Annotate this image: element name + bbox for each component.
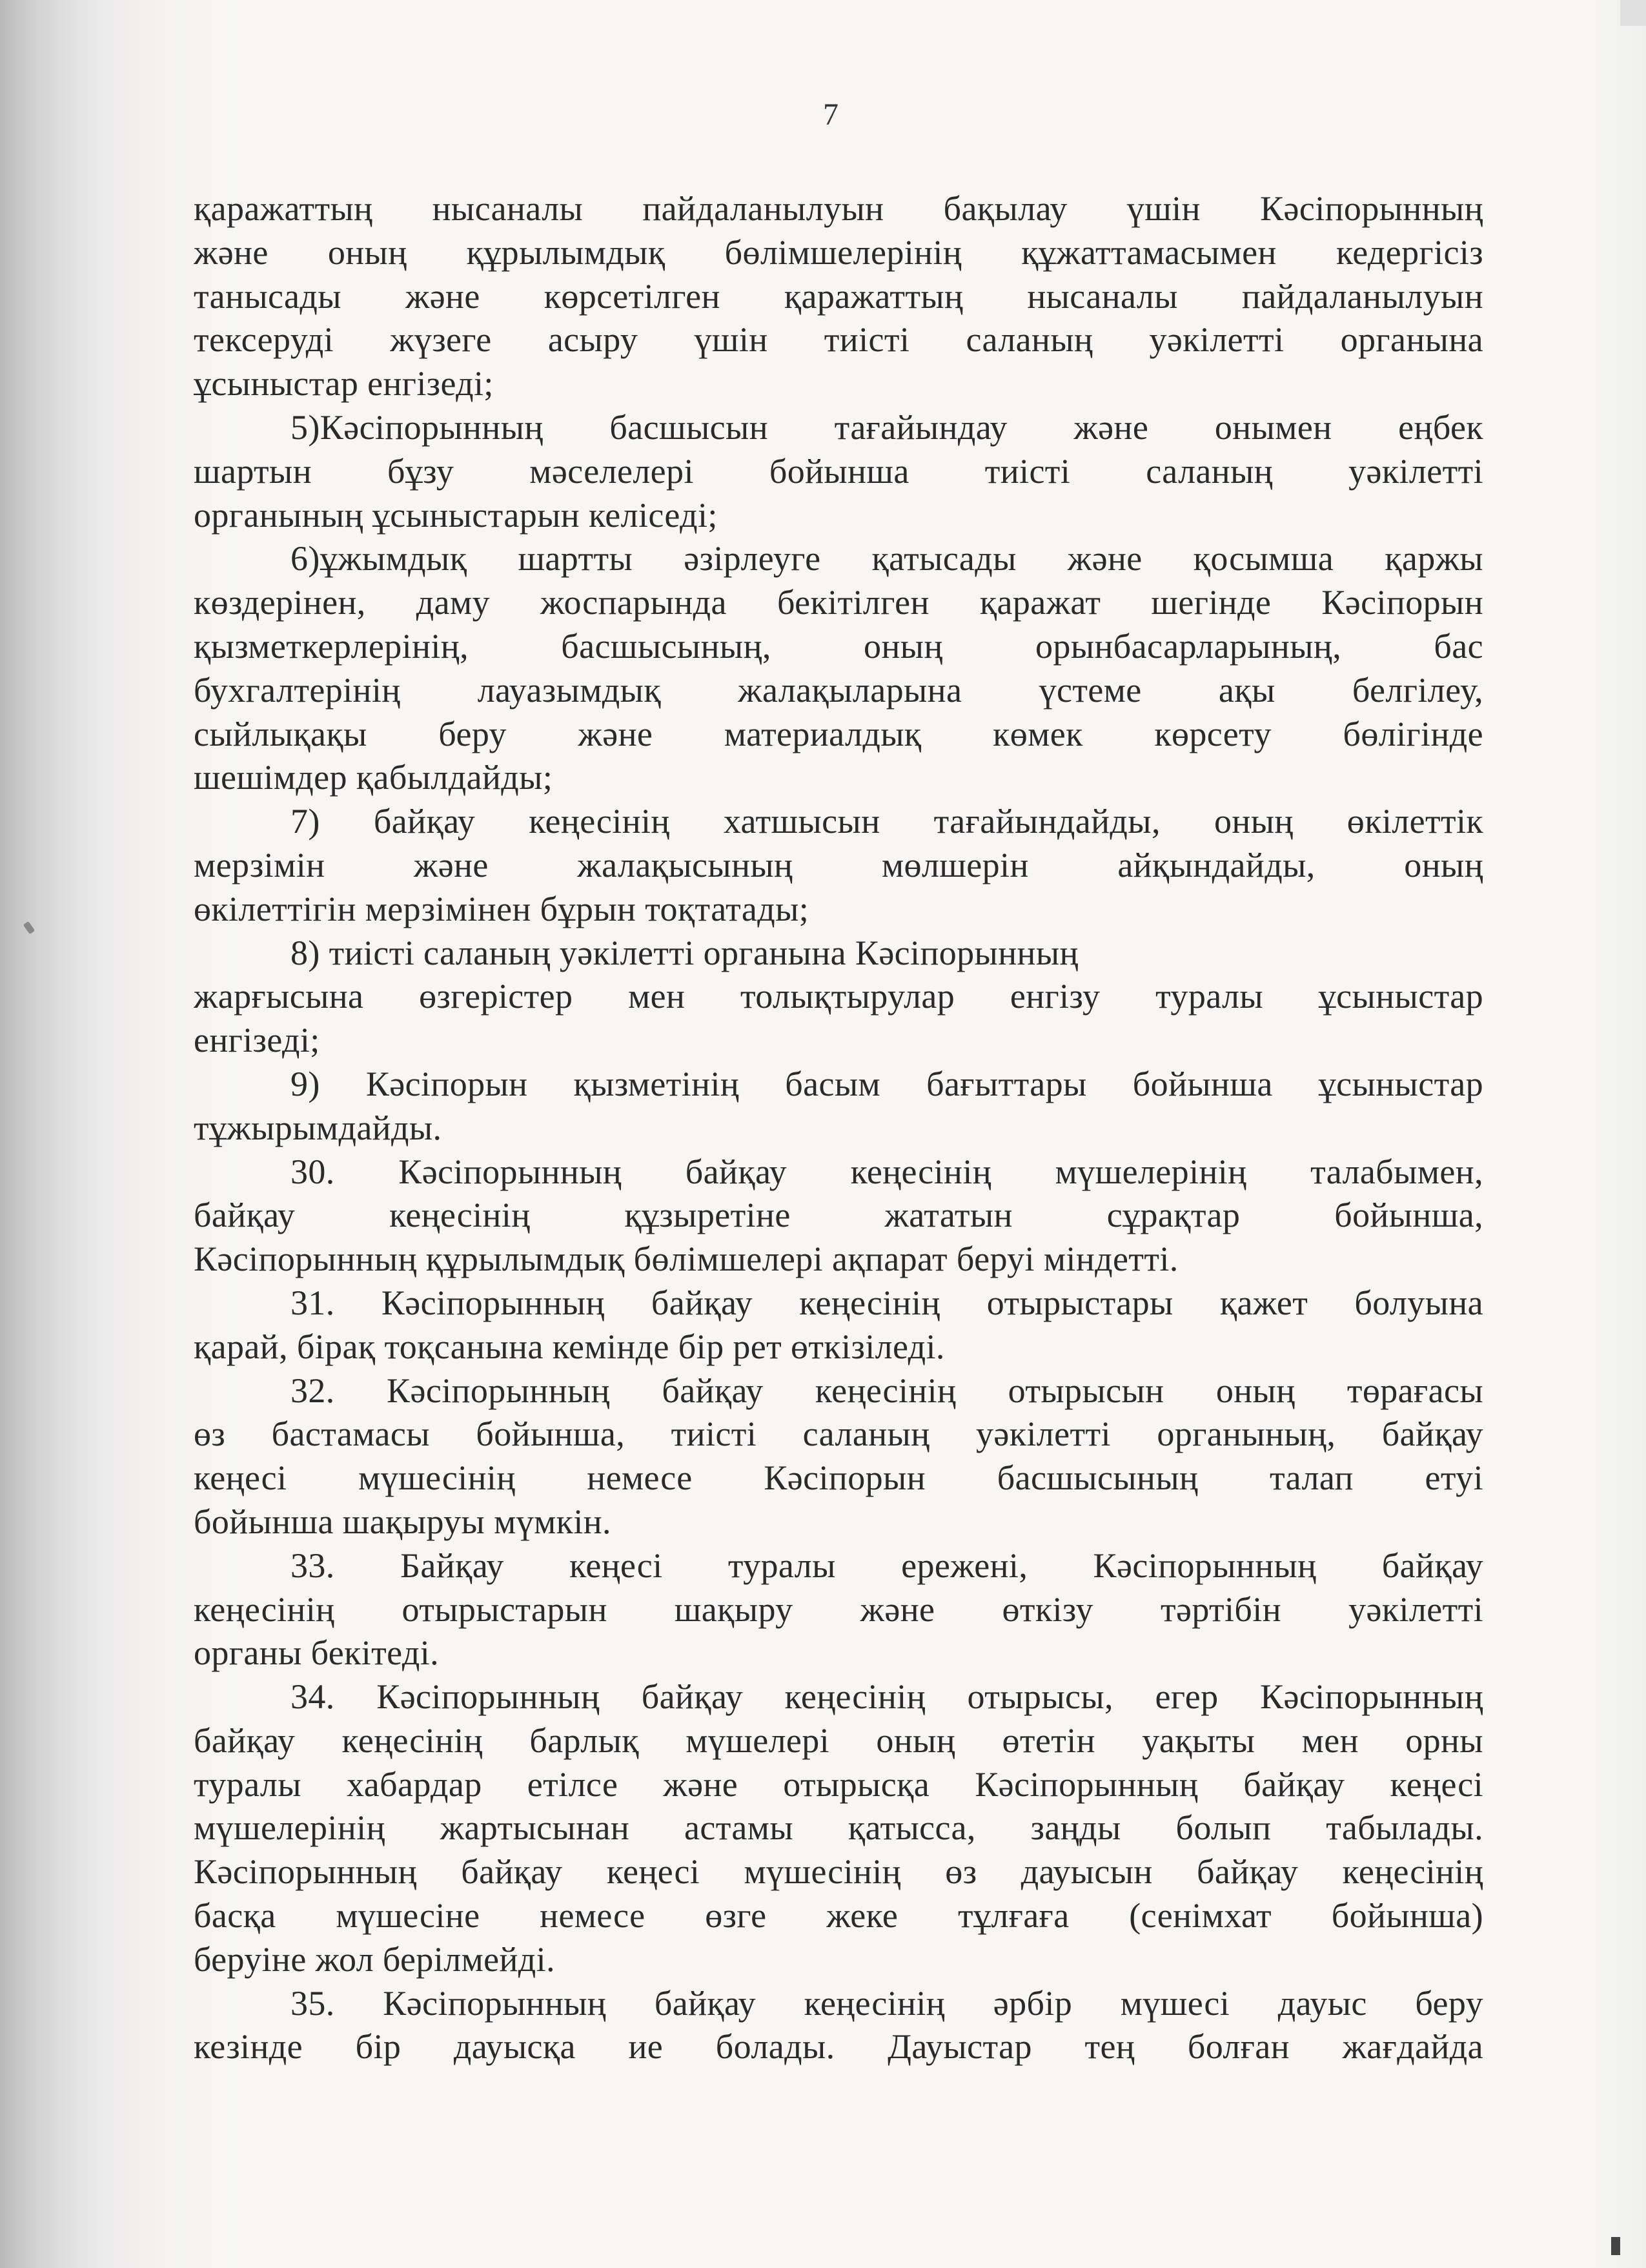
text-line: сыйлықақы беру және материалдық көмек көрсету бөлігінде: [194, 714, 1483, 753]
text-line: шешімдер қабылдайды;: [194, 758, 553, 797]
text-line: ұсыныстар енгізеді;: [194, 364, 494, 404]
text-line: бойынша шақыруы мүмкін.: [194, 1502, 611, 1541]
text-line: тексеруді жүзеге асыру үшін тиісті саланың уәкілетті органына: [194, 320, 1483, 360]
text-line: мүшелерінің жартысынан астамы қатысса, заңды болып табылады.: [194, 1808, 1483, 1848]
page-number: 7: [823, 97, 838, 132]
text-line: кеңесінің отырыстарын шақыру және өткізу тәртібін уәкілетті: [194, 1589, 1483, 1629]
text-line: қарай, бірақ тоқсанына кемінде бір рет өткізіледі.: [194, 1327, 945, 1366]
text-line: органының ұсыныстарын келіседі;: [194, 495, 718, 535]
scan-artifact: [23, 921, 36, 934]
text-line: қаражаттың нысаналы пайдаланылуын бақылау үшін Кәсіпорынның: [194, 189, 1483, 228]
document-body: [194, 187, 1483, 2069]
text-line: мерзімін және жалақысының мөлшерін айқындайды, оның: [194, 845, 1483, 884]
text-line: 7) байқау кеңесінің хатшысын тағайындайды, оның өкілеттік: [290, 802, 1483, 841]
text-line: кеңесі мүшесінің немесе Кәсіпорын басшысының талап етуі: [194, 1458, 1483, 1498]
text-line: беруіне жол берілмейді.: [194, 1939, 555, 1979]
text-line: байқау кеңесінің барлық мүшелері оның өтетін уақыты мен орны: [194, 1721, 1483, 1760]
text-line: 33. Байқау кеңесі туралы ережені, Кәсіпорынның байқау: [290, 1546, 1483, 1585]
text-line: шартын бұзу мәселелері бойынша тиісті саланың уәкілетті: [194, 451, 1483, 491]
text-line: 30. Кәсіпорынның байқау кеңесінің мүшелерінің талабымен,: [290, 1152, 1483, 1191]
text-line: 35. Кәсіпорынның байқау кеңесінің әрбір мүшесі дауыс беру: [290, 1983, 1483, 2023]
text-line: Кәсіпорынның құрылымдық бөлімшелері ақпарат беруі міндетті.: [194, 1240, 1179, 1279]
text-line: 32. Кәсіпорынның байқау кеңесінің отырысын оның төрағасы: [290, 1371, 1483, 1410]
corner-mark: [1611, 2237, 1620, 2255]
text-line: енгізеді;: [194, 1021, 320, 1060]
text-line: танысады және көрсетілген қаражаттың нысаналы пайдаланылуын: [194, 276, 1483, 316]
text-line: 31. Кәсіпорынның байқау кеңесінің отырыстары қажет болуына: [290, 1283, 1483, 1322]
scan-edge: [1620, 0, 1646, 26]
text-line: қызметкерлерінің, басшысының, оның орынбасарларының, бас: [194, 626, 1483, 666]
text-line: өз бастамасы бойынша, тиісті саланың уәкілетті органының, байқау: [194, 1415, 1483, 1454]
text-line: өкілеттігін мерзімінен бұрын тоқтатады;: [194, 889, 809, 928]
text-line: тұжырымдайды.: [194, 1108, 442, 1147]
text-line: жарғысына өзгерістер мен толықтырулар енгізу туралы ұсыныстар: [194, 977, 1483, 1016]
text-line: 8) тиісті саланың уәкілетті органына Кәсіпорынның: [290, 933, 1079, 972]
text-line: 5)Кәсіпорынның басшысын тағайындау және онымен еңбек: [290, 407, 1483, 447]
text-line: басқа мүшесіне немесе өзге жеке тұлғаға (сенімхат бойынша): [194, 1896, 1483, 1936]
text-line: органы бекітеді.: [194, 1633, 439, 1673]
text-line: туралы хабардар етілсе және отырысқа Кәсіпорынның байқау кеңесі: [194, 1764, 1483, 1804]
text-line: Кәсіпорынның байқау кеңесі мүшесінің өз дауысын байқау кеңесінің: [194, 1852, 1483, 1892]
text-line: байқау кеңесінің құзыретіне жататын сұрақтар бойынша,: [194, 1196, 1483, 1235]
text-line: және оның құрылымдық бөлімшелерінің құжаттамасымен кедергісіз: [194, 232, 1483, 272]
text-line: кезінде бір дауысқа ие болады. Дауыстар тең болған жағдайда: [194, 2027, 1483, 2067]
text-line: 6)ұжымдық шартты әзірлеуге қатысады және қосымша қаржы: [290, 539, 1483, 578]
text-line: 34. Кәсіпорынның байқау кеңесінің отырысы, егер Кәсіпорынның: [290, 1677, 1483, 1717]
text-line: көздерінен, даму жоспарында бекітілген қаражат шегінде Кәсіпорын: [194, 583, 1483, 622]
text-line: бухгалтерінің лауазымдық жалақыларына үстеме ақы белгілеу,: [194, 670, 1483, 710]
text-line: 9) Кәсіпорын қызметінің басым бағыттары бойынша ұсыныстар: [290, 1064, 1483, 1103]
